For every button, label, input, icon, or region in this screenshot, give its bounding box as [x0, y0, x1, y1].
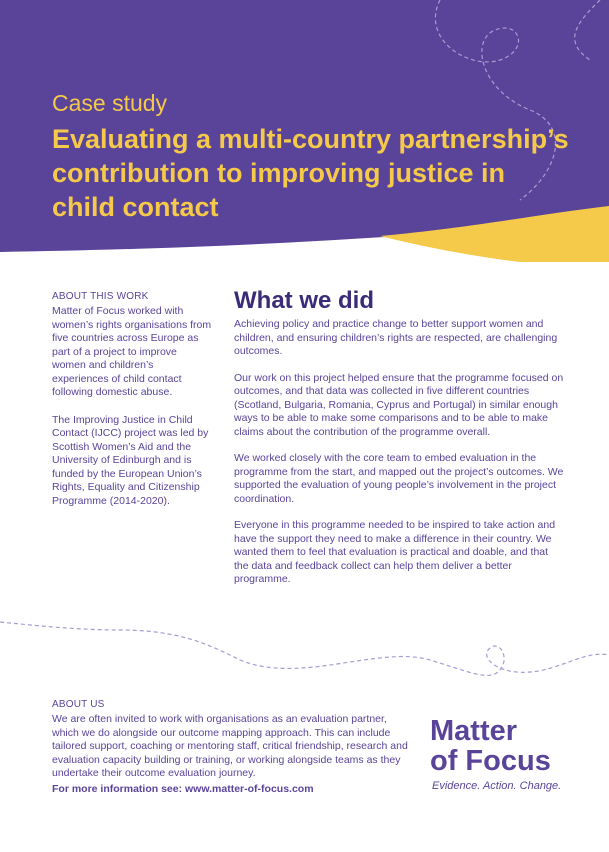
matter-of-focus-logo	[430, 716, 580, 792]
more-info-link[interactable]: For more information see: www.matter-of-focus.com	[52, 782, 314, 795]
logo-line-2: of Focus	[430, 745, 551, 777]
dashed-line-decoration	[0, 600, 609, 690]
page-title: Evaluating a multi-country partnership’s contribution to improving justice in child contact	[52, 124, 569, 222]
header-banner	[0, 0, 609, 262]
what-we-did-paragraph-3: We worked closely with the core team to embed evaluation in the programme from the start, and mapped out the project’s outcomes. We supported the evaluation of young people’s involvement in the project coordination.	[234, 452, 564, 505]
what-we-did-paragraph-2: Our work on this project helped ensure that the programme focused on outcomes, and that data was collected in five different countries (Scotland, Bulgaria, Romania, Cyprus and Portugal) in similar enough ways to be able to make some comparisons and to be able to make claims about the contribution of the programme overall.	[234, 371, 564, 438]
what-we-did-heading: What we did	[234, 287, 374, 314]
about-us-section	[52, 699, 412, 795]
about-this-work-section	[52, 291, 212, 522]
about-us-text: We are often invited to work with organisations as an evaluation partner, which we do alongside our outcome mapping approach. This can include tailored support, coaching or mentoring staff, critical friendship, research and evaluation capacity building or training, or working alongside teams as they undertake their outcome evaluation journey.	[52, 713, 408, 779]
what-we-did-section	[234, 287, 564, 600]
what-we-did-paragraph-1: Achieving policy and practice change to better support women and children, and ensuring children’s rights are respected, are challenging outcomes.	[234, 318, 558, 357]
logo-tagline: Evidence. Action. Change.	[432, 780, 562, 792]
about-this-work-label: ABOUT THIS WORK	[52, 291, 149, 302]
case-study-kicker: Case study	[52, 90, 168, 116]
logo-line-1: Matter	[430, 715, 518, 747]
about-us-label: ABOUT US	[52, 699, 105, 710]
about-this-work-paragraph-1: Matter of Focus worked with women’s rights organisations from five countries across Europe as part of a project to improve women and children’s experiences of child contact following domestic abuse.	[52, 305, 212, 398]
what-we-did-paragraph-4: Everyone in this programme needed to be inspired to take action and have the support they need to make a difference in their country. We wanted them to feel that evaluation is practical and doable, and that the data and feedback collect can help them deliver a better programme.	[234, 519, 556, 585]
about-this-work-paragraph-2: The Improving Justice in Child Contact (IJCC) project was led by Scottish Women’s Aid and the University of Edinburgh and is funded by the European Union’s Rights, Equality and Citizenship Programme (2014-2020).	[52, 413, 209, 507]
